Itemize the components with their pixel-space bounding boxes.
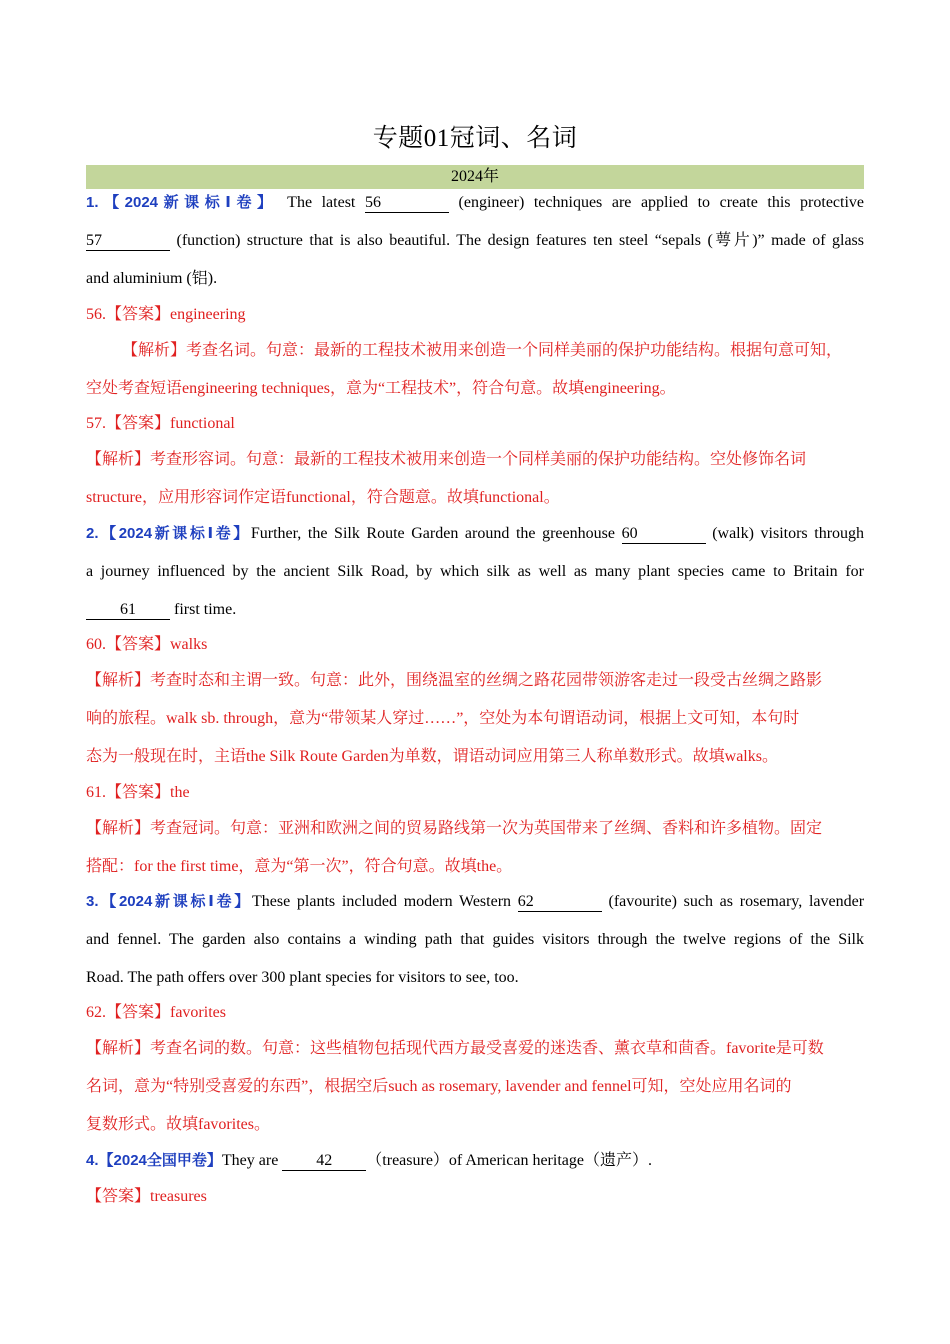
q2-text-1: Further, the Silk Route Garden around the greenhouse: [250, 525, 615, 542]
q2-text-2: (walk) visitors through: [712, 525, 865, 542]
q2-source: 【2024新课标Ⅰ卷】: [98, 525, 251, 542]
q3-line-1: [86, 891, 864, 913]
q4-line-1: [86, 1150, 864, 1172]
q3-line-3: Road. The path offers over 300 plant species for visitors to see, too.: [86, 969, 519, 986]
analysis-57-line-1: 【解析】考查形容词。句意：最新的工程技术被用来创造一个同样美丽的保护功能结构。空处修饰名词: [86, 451, 807, 468]
answer-61: 61.【答案】the: [86, 784, 190, 801]
q3-source: 【2024新课标Ⅰ卷】: [98, 893, 252, 910]
q2-line-2: a journey influenced by the ancient Silk Road, by which silk as well as many plant species came to Britain for: [86, 563, 864, 580]
page-title: 专题01冠词、名词: [372, 125, 578, 152]
q3-number: 3.: [86, 893, 99, 910]
answer-57: 57.【答案】functional: [86, 415, 235, 432]
q1-number: 1.: [86, 194, 99, 211]
q1-line-1: [86, 192, 864, 214]
q3-line-2: and fennel. The garden also contains a winding path that guides visitors through the twelve regions of the Silk: [86, 931, 864, 948]
q1-text-2: (engineer) techniques are applied to create this protective: [458, 194, 865, 211]
blank-42: 42: [282, 1152, 366, 1171]
q1-text-1: The latest: [287, 194, 356, 211]
q1-line-3: and aluminium (铝).: [86, 270, 218, 287]
analysis-60-line-1: 【解析】考查时态和主谓一致。句意：此外，围绕温室的丝绸之路花园带领游客走过一段受古丝绸之路影: [86, 672, 823, 689]
q2-number: 2.: [86, 525, 99, 542]
blank-57: 57: [86, 232, 170, 251]
analysis-61-line-1: 【解析】考查冠词。句意：亚洲和欧洲之间的贸易路线第一次为英国带来了丝绸、香料和许多植物。固定: [86, 820, 823, 837]
analysis-61-line-2: 搭配：for the first time，意为“第一次”，符合句意。故填the。: [86, 858, 513, 875]
analysis-62-line-1: 【解析】考查名词的数。句意：这些植物包括现代西方最受喜爱的迷迭香、薰衣草和茴香。favorite是可数: [86, 1040, 824, 1057]
analysis-56-line-2: 空处考查短语engineering techniques，意为“工程技术”，符合句意。故填engineering。: [86, 380, 676, 397]
blank-60: 60: [622, 525, 706, 544]
q1-line-2: [86, 230, 864, 252]
q3-text-2: (favourite) such as rosemary, lavender: [608, 893, 865, 910]
q4-text-2: （treasure）of American heritage（遗产）.: [366, 1152, 652, 1169]
q1-text-3: (function) structure that is also beautiful. The design features ten steel “sepals (萼片)” made of glass: [176, 232, 865, 249]
q4-source: 【2024全国甲卷】: [98, 1152, 222, 1169]
blank-56: 56: [365, 194, 449, 213]
q2-text-4: first time.: [174, 601, 237, 618]
analysis-56-line-1: 【解析】考查名词。句意：最新的工程技术被用来创造一个同样美丽的保护功能结构。根据句意可知，: [122, 342, 843, 359]
blank-62: 62: [518, 893, 602, 912]
q4-number: 4.: [86, 1152, 99, 1169]
q2-line-3: [86, 599, 864, 621]
answer-56: 56.【答案】engineering: [86, 306, 246, 323]
answer-62: 62.【答案】favorites: [86, 1004, 226, 1021]
blank-61: 61: [86, 601, 170, 620]
year-section-header: 2024年: [86, 165, 864, 189]
q1-source: 【2024新课标Ⅰ卷】: [98, 194, 278, 211]
analysis-60-line-3: 态为一般现在时，主语the Silk Route Garden为单数，谓语动词应用第三人称单数形式。故填walks。: [86, 748, 778, 765]
answer-60: 60.【答案】walks: [86, 636, 208, 653]
q2-line-1: [86, 523, 864, 545]
analysis-62-line-2: 名词，意为“特别受喜爱的东西”，根据空后such as rosemary, lavender and fennel可知，空处应用名词的: [86, 1078, 792, 1095]
analysis-62-line-3: 复数形式。故填favorites。: [86, 1116, 270, 1133]
q4-text-1: They are: [221, 1152, 279, 1169]
analysis-57-line-2: structure，应用形容词作定语functional，符合题意。故填functional。: [86, 489, 560, 506]
analysis-60-line-2: 响的旅程。walk sb. through，意为“带领某人穿过……”，空处为本句谓语动词，根据上文可知，本句时: [86, 710, 800, 727]
q3-text-1: These plants included modern Western: [252, 893, 512, 910]
answer-42: 【答案】treasures: [86, 1188, 207, 1205]
